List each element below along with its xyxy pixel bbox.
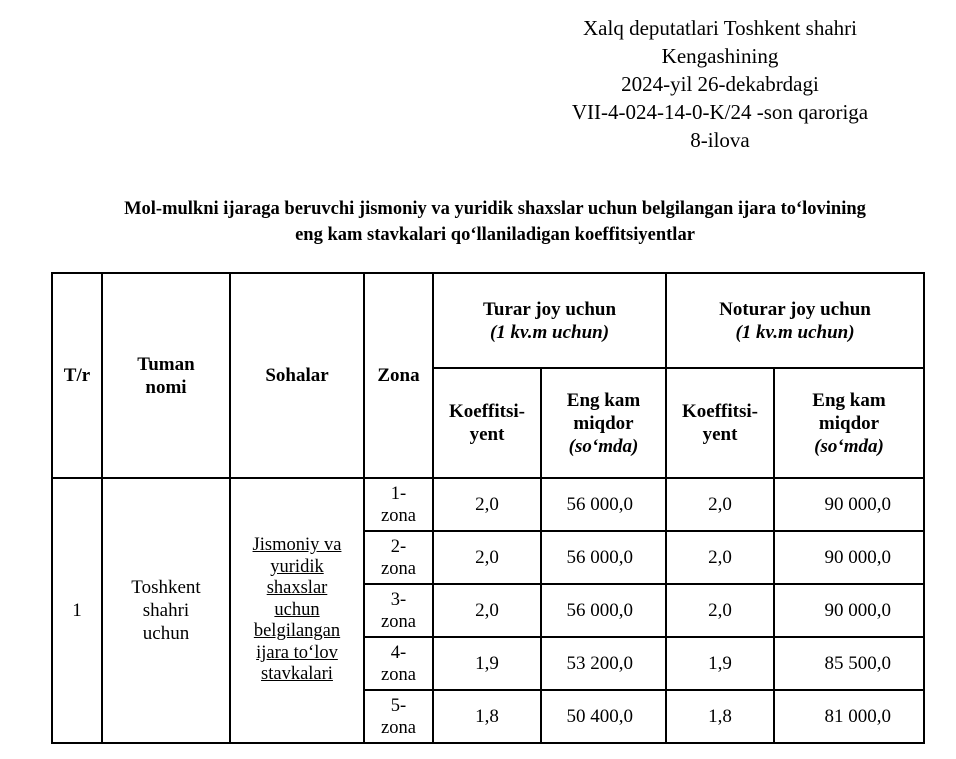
cell-noturar-koef: 2,0 xyxy=(666,584,774,637)
header-line-3: 2024-yil 26-dekabrdagi xyxy=(621,72,819,96)
header-noturar-line2: (1 kv.m uchun) xyxy=(735,321,855,343)
tuman-line: uchun xyxy=(142,623,190,644)
cell-tr: 1 xyxy=(52,478,102,743)
header-koef-line1: Koeffitsi- xyxy=(449,401,525,422)
header-noturar-line1: Noturar joy uchun xyxy=(719,298,871,320)
coefficient-table xyxy=(51,272,925,744)
header-turar xyxy=(433,273,666,368)
appendix-header xyxy=(520,14,920,154)
zona-number: 4- xyxy=(390,642,407,663)
zona-label: zona xyxy=(381,717,416,738)
header-line-2: Kengashining xyxy=(661,44,779,68)
cell-zona xyxy=(364,531,433,584)
tuman-line: shahri xyxy=(142,600,190,621)
header-tuman-line2: nomi xyxy=(145,376,187,398)
cell-noturar-min: 81 000,0 xyxy=(774,690,924,743)
cell-noturar-min: 85 500,0 xyxy=(774,637,924,690)
cell-turar-min: 56 000,0 xyxy=(541,531,666,584)
cell-noturar-koef: 1,9 xyxy=(666,637,774,690)
cell-turar-koef: 1,8 xyxy=(433,690,541,743)
header-engkam-line2: miqdor xyxy=(818,412,880,434)
zona-label: zona xyxy=(381,611,416,632)
document-title xyxy=(40,196,950,248)
header-turar-line2: (1 kv.m uchun) xyxy=(489,321,610,343)
sohalar-line: shaxslar xyxy=(266,578,328,599)
header-line-5: 8-ilova xyxy=(690,128,750,152)
sohalar-line: Jismoniy va xyxy=(252,535,342,556)
header-engkam-line1: Eng kam xyxy=(566,389,641,411)
zona-number: 2- xyxy=(390,536,407,557)
cell-zona xyxy=(364,690,433,743)
cell-turar-koef: 1,9 xyxy=(433,637,541,690)
zona-number: 3- xyxy=(390,589,407,610)
header-tr: T/r xyxy=(52,273,102,478)
sohalar-line: yuridik xyxy=(270,556,324,577)
zona-number: 1- xyxy=(390,483,407,504)
header-noturar-koef xyxy=(666,368,774,478)
sohalar-line: uchun xyxy=(274,599,320,620)
sohalar-line: ijara to‘lov xyxy=(256,642,338,663)
zona-number: 5- xyxy=(390,695,407,716)
zona-label: zona xyxy=(381,505,416,526)
tuman-line: Toshkent xyxy=(131,577,201,598)
header-turar-koef xyxy=(433,368,541,478)
header-line-1: Xalq deputatlari Toshkent shahri xyxy=(583,16,857,40)
header-noturar xyxy=(666,273,924,368)
header-engkam-line3: (so‘mda) xyxy=(814,435,884,457)
header-zona: Zona xyxy=(364,273,433,478)
cell-turar-koef: 2,0 xyxy=(433,531,541,584)
sohalar-line: belgilangan xyxy=(253,621,341,642)
header-tuman-line1: Tuman xyxy=(137,353,195,375)
table-row xyxy=(52,478,924,531)
header-engkam-line1: Eng kam xyxy=(812,389,886,411)
cell-sohalar xyxy=(230,478,364,743)
title-line-2: eng kam stavkalari qo‘llaniladigan koeffitsiyentlar xyxy=(295,225,695,245)
cell-zona xyxy=(364,478,433,531)
cell-noturar-koef: 2,0 xyxy=(666,478,774,531)
header-engkam-line2: miqdor xyxy=(573,412,634,434)
header-koef-line1: Koeffitsi- xyxy=(682,401,758,422)
cell-turar-min: 56 000,0 xyxy=(541,584,666,637)
sohalar-line: stavkalari xyxy=(261,664,333,685)
cell-noturar-min: 90 000,0 xyxy=(774,478,924,531)
header-turar-engkam xyxy=(541,368,666,478)
cell-turar-min: 56 000,0 xyxy=(541,478,666,531)
cell-noturar-min: 90 000,0 xyxy=(774,584,924,637)
cell-zona xyxy=(364,637,433,690)
header-tuman xyxy=(102,273,230,478)
cell-noturar-koef: 1,8 xyxy=(666,690,774,743)
cell-turar-min: 50 400,0 xyxy=(541,690,666,743)
header-noturar-engkam xyxy=(774,368,924,478)
cell-tuman xyxy=(102,478,230,743)
header-koef-line2: yent xyxy=(702,424,738,445)
cell-zona xyxy=(364,584,433,637)
cell-noturar-koef: 2,0 xyxy=(666,531,774,584)
zona-label: zona xyxy=(381,664,416,685)
cell-turar-koef: 2,0 xyxy=(433,478,541,531)
cell-noturar-min: 90 000,0 xyxy=(774,531,924,584)
cell-turar-min: 53 200,0 xyxy=(541,637,666,690)
title-line-1: Mol-mulkni ijaraga beruvchi jismoniy va yuridik shaxslar uchun belgilangan ijara to‘lovining xyxy=(124,199,866,219)
zona-label: zona xyxy=(381,558,416,579)
header-engkam-line3: (so‘mda) xyxy=(568,435,639,457)
cell-turar-koef: 2,0 xyxy=(433,584,541,637)
header-line-4: VII-4-024-14-0-K/24 -son qaroriga xyxy=(571,100,869,124)
header-turar-line1: Turar joy uchun xyxy=(482,298,617,320)
header-koef-line2: yent xyxy=(469,424,505,445)
header-sohalar: Sohalar xyxy=(230,273,364,478)
